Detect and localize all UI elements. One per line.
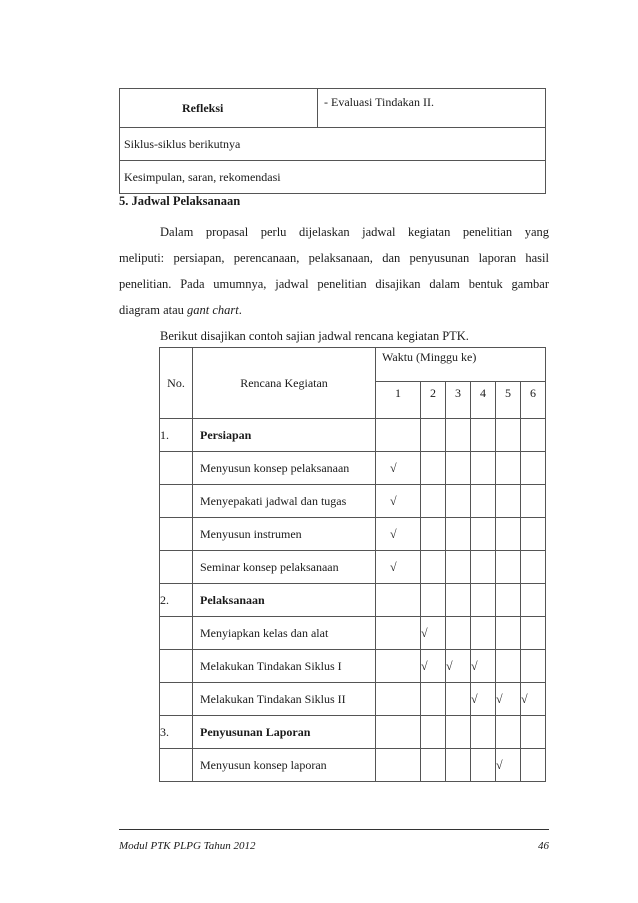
row-number	[160, 650, 193, 683]
week-cell	[471, 716, 496, 749]
week-cell	[421, 584, 446, 617]
week-cell	[376, 716, 421, 749]
week-number: 5	[496, 382, 521, 419]
schedule-row	[160, 749, 546, 782]
gant-chart-term: gant chart	[187, 303, 239, 317]
schedule-body	[160, 419, 546, 782]
para-line-3: penelitian. Pada umumnya, jadwal penelitian disajikan dalam bentuk gambar	[119, 277, 549, 291]
row-number: 3.	[160, 716, 193, 749]
week-cell	[376, 650, 421, 683]
row-number: 1.	[160, 419, 193, 452]
week-cell	[521, 551, 546, 584]
activity-name: Melakukan Tindakan Siklus II	[193, 683, 376, 716]
week-cell	[521, 716, 546, 749]
week-cell	[521, 650, 546, 683]
week-cell: √	[376, 518, 421, 551]
week-cell	[496, 419, 521, 452]
activity-name: Melakukan Tindakan Siklus I	[193, 650, 376, 683]
week-cell	[496, 518, 521, 551]
week-cell	[471, 518, 496, 551]
row-number	[160, 518, 193, 551]
schedule-row	[160, 716, 546, 749]
header-activity: Rencana Kegiatan	[193, 348, 376, 419]
week-cell	[496, 617, 521, 650]
week-cell	[446, 419, 471, 452]
row-number	[160, 485, 193, 518]
reflection-table	[119, 88, 546, 194]
week-cell	[521, 749, 546, 782]
row-number	[160, 452, 193, 485]
activity-name: Seminar konsep pelaksanaan	[193, 551, 376, 584]
week-cell	[446, 683, 471, 716]
week-number: 2	[421, 382, 446, 419]
week-cell	[376, 683, 421, 716]
week-cell	[446, 617, 471, 650]
week-cell	[521, 584, 546, 617]
week-cell	[521, 518, 546, 551]
week-cell	[521, 617, 546, 650]
footer-title: Modul PTK PLPG Tahun 2012	[119, 840, 256, 852]
week-cell	[421, 716, 446, 749]
week-cell	[421, 551, 446, 584]
week-cell	[471, 452, 496, 485]
schedule-row	[160, 419, 546, 452]
activity-name: Menyepakati jadwal dan tugas	[193, 485, 376, 518]
week-cell	[421, 518, 446, 551]
week-cell: √	[376, 485, 421, 518]
week-cell	[496, 650, 521, 683]
header-no: No.	[160, 348, 193, 419]
activity-name: Menyusun instrumen	[193, 518, 376, 551]
week-cell: √	[471, 683, 496, 716]
week-cell	[421, 419, 446, 452]
week-cell	[496, 584, 521, 617]
refleksi-label: Refleksi	[120, 89, 318, 128]
phase-title: Pelaksanaan	[193, 584, 376, 617]
row-number	[160, 617, 193, 650]
week-cell: √	[376, 452, 421, 485]
phase-title: Penyusunan Laporan	[193, 716, 376, 749]
week-cell	[496, 485, 521, 518]
week-cell	[421, 485, 446, 518]
week-cell	[496, 551, 521, 584]
section-heading: 5. Jadwal Pelaksanaan	[119, 194, 241, 208]
week-cell	[421, 749, 446, 782]
week-number: 1	[376, 382, 421, 419]
week-cell	[446, 518, 471, 551]
week-cell	[446, 716, 471, 749]
week-cell	[446, 584, 471, 617]
week-cell	[471, 485, 496, 518]
row-number	[160, 551, 193, 584]
week-cell: √	[446, 650, 471, 683]
week-cell	[521, 419, 546, 452]
row-number	[160, 683, 193, 716]
week-number: 4	[471, 382, 496, 419]
schedule-row	[160, 617, 546, 650]
week-cell	[376, 584, 421, 617]
week-cell	[421, 683, 446, 716]
phase-title: Persiapan	[193, 419, 376, 452]
week-cell	[496, 716, 521, 749]
week-cell	[446, 452, 471, 485]
week-cell	[446, 485, 471, 518]
week-cell: √	[421, 650, 446, 683]
para-line-4	[119, 297, 549, 323]
kesimpulan-text: Kesimpulan, saran, rekomendasi	[120, 161, 546, 194]
para-line-1: Dalam propasal perlu dijelaskan jadwal kegiatan penelitian yang	[160, 225, 549, 239]
week-cell	[496, 452, 521, 485]
week-cell	[471, 749, 496, 782]
week-cell	[376, 419, 421, 452]
week-cell: √	[471, 650, 496, 683]
week-cell	[521, 485, 546, 518]
week-number: 3	[446, 382, 471, 419]
week-cell	[471, 419, 496, 452]
week-cell	[376, 617, 421, 650]
schedule-row	[160, 452, 546, 485]
week-cell	[471, 617, 496, 650]
evaluasi-text: - Evaluasi Tindakan II.	[318, 89, 546, 128]
intro-paragraph	[119, 219, 549, 297]
para-line-2: meliputi: persiapan, perencanaan, pelaksanaan, dan penyusunan laporan hasil	[119, 251, 549, 265]
schedule-row	[160, 584, 546, 617]
week-cell: √	[521, 683, 546, 716]
schedule-row	[160, 650, 546, 683]
week-cell: √	[496, 683, 521, 716]
schedule-table	[159, 347, 546, 782]
week-cell	[471, 584, 496, 617]
week-cell	[521, 452, 546, 485]
week-cell: √	[421, 617, 446, 650]
week-cell	[376, 749, 421, 782]
activity-name: Menyiapkan kelas dan alat	[193, 617, 376, 650]
schedule-row	[160, 485, 546, 518]
row-number: 2.	[160, 584, 193, 617]
para-line-4-end: .	[238, 303, 242, 317]
para-line-4-text: diagram atau	[119, 303, 188, 317]
week-number: 6	[521, 382, 546, 419]
schedule-row	[160, 683, 546, 716]
week-cell	[421, 452, 446, 485]
schedule-row	[160, 518, 546, 551]
week-cell	[446, 749, 471, 782]
schedule-row	[160, 551, 546, 584]
schedule-intro: Berikut disajikan contoh sajian jadwal rencana kegiatan PTK.	[160, 329, 469, 343]
header-week: Waktu (Minggu ke)	[376, 348, 546, 382]
activity-name: Menyusun konsep laporan	[193, 749, 376, 782]
siklus-text: Siklus-siklus berikutnya	[120, 128, 546, 161]
week-cell	[446, 551, 471, 584]
footer-rule	[119, 829, 549, 830]
week-cell: √	[376, 551, 421, 584]
week-cell: √	[496, 749, 521, 782]
activity-name: Menyusun konsep pelaksanaan	[193, 452, 376, 485]
row-number	[160, 749, 193, 782]
page-number: 46	[538, 840, 549, 852]
week-cell	[471, 551, 496, 584]
